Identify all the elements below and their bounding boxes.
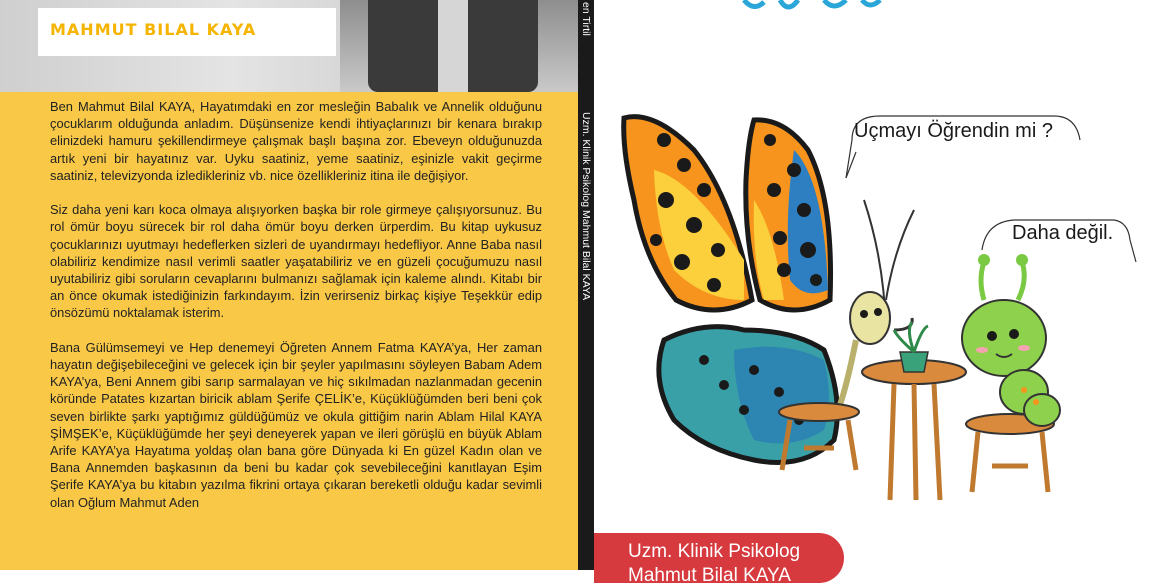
back-cover-text <box>50 98 542 528</box>
speech-bubble-question-text: Uçmayı Öğrendin mi ? <box>854 120 1053 142</box>
author-name: MAHMUT BILAL KAYA <box>50 20 257 39</box>
caterpillar-character <box>962 254 1060 426</box>
title-lettering <box>744 0 880 7</box>
speech-bubble-answer-text: Daha değil. <box>1012 222 1114 244</box>
author-title: Uzm. Klinik Psikolog <box>628 541 801 562</box>
back-cover <box>0 0 578 570</box>
book-spine <box>578 0 594 570</box>
author-shirt <box>438 0 468 92</box>
author-name-box <box>38 8 336 56</box>
front-cover <box>594 0 1170 586</box>
spine-author: Uzm. Klinik Psikolog Mahmut Bilal KAYA <box>580 112 592 301</box>
paragraph: Ben Mahmut Bilal KAYA, Hayatımdaki en zor mesleğin Babalık ve Annelik olduğunu çocuklarım olduğunda anladım. Düşünsenize kendi ihtiyaçlarınızı bir kenara bırakıp elinizdeki hamuru şekillendirmeye çalışmak başlı başına zor. Ebeveyn olduğunuzda artık yeni bir hayatınız var. Uyku saatiniz, yeme saatiniz, eşinizle vakit geçirme saatiniz, televizyonda izledikleriniz vb. nice özellikleriniz itina ile değişiyor. <box>50 99 542 183</box>
author-badge <box>594 533 844 586</box>
table-with-plant <box>862 322 966 500</box>
paragraph: Siz daha yeni karı koca olmaya alışıyorken başka bir role girmeye çalışıyorsunuz. Bu rol ömür boyu sürecek bir rol daha ömür boyu derken ürperdim. Bu kitap uykusuz çocuklarınızı uyutmayı hedeflerken sizleri de uyandırmayı hedefliyor. Anne Baba nasıl olabiliriz kendimize nasıl verimli saatler yaşatabiliriz ve en güzeli çocuğumuzu nasıl uyutabiliriz gibi soruların cevaplarını bulmanızı sağlamak için kaleme alındı. Kitabı bir an önce okumak istediğinizin farkındayım. İzin verirseniz birkaç kişiye Teşekkür edip önsözümü noktalamak isterim. <box>50 202 542 321</box>
butterfly-character <box>834 200 914 420</box>
spine-title-fragment: en Tirtil <box>580 2 592 36</box>
paragraph: Bana Gülümsemeyi ve Hep denemeyi Öğreten Annem Fatma KAYA’ya, Her zaman hayatın değişebileceğini ve gelecek için bir şeyler yapılmasını söyleyen Babam Adem KAYA’ya, Beni Annem gibi sarıp sarmalayan ve hiç sıkılmadan nazlanmadan gecenin köründe Patates kızartan biricik ablam Şerife ÇELİK’e, Küçüklüğümden beri beni çok seven birlikte şarkı yaptığımız güldüğümüz ve okula gittiğim narin Ablam Hilal KAYA ŞİMŞEK’e, Küçüklüğümde her şeyi deneyerek yapan ve ileri görüşlü en büyük Ablam Arife KAYA’ya Hayatıma yoldaş olan bana göre Dünyada ki En güzel Kadın olan ve Bana Annemden başkasının da beni bu kadar çok sevebileceğini kanıtlayan Eşim Şerife KAYA’ya bu kitabın yazılma fikrini ortaya çıkaran bereketli olduğu kadar sevimli olan Oğlum Mahmut Aden <box>50 339 542 510</box>
cover-illustration <box>594 0 1170 570</box>
author-portrait <box>340 0 578 92</box>
author-name-badge: Mahmut Bilal KAYA <box>628 565 791 586</box>
